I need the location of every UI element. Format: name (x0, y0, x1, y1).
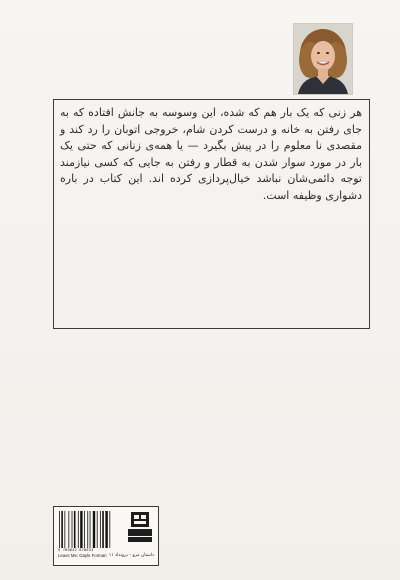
publisher-logo-icon (125, 512, 155, 548)
author-portrait-image (294, 24, 352, 94)
series-label: داستان مرو - برونداد ۱۱ (108, 553, 154, 558)
author-photo (293, 23, 353, 95)
blurb-text: هر زنی که یک بار هم که شده، این وسوسه به جانش افتاده که به جای رفتن به خانه و درست کردن شام، خروجی اتوبان را رد کند و مقصدی نا معلوم را در پیش بگیرد — یا همه‌ی زنانی که حتی یک بار در مورد سوار شدن به قطار و رفتن به جایی که کسی نیازمند توجه دائمی‌شان نباشد خیال‌پردازی کرده اند. این کتاب در باره دشواری وظیفه است. (60, 106, 362, 202)
publisher-logo (125, 512, 155, 548)
barcode (58, 511, 116, 548)
blurb-frame (53, 99, 370, 329)
series-line (58, 553, 154, 558)
original-title: Leave Me: Gayle Forman (58, 553, 107, 558)
info-box (53, 506, 159, 566)
isbn-number: 9 789642 878833 (58, 548, 94, 552)
barcode-icon (58, 511, 116, 548)
